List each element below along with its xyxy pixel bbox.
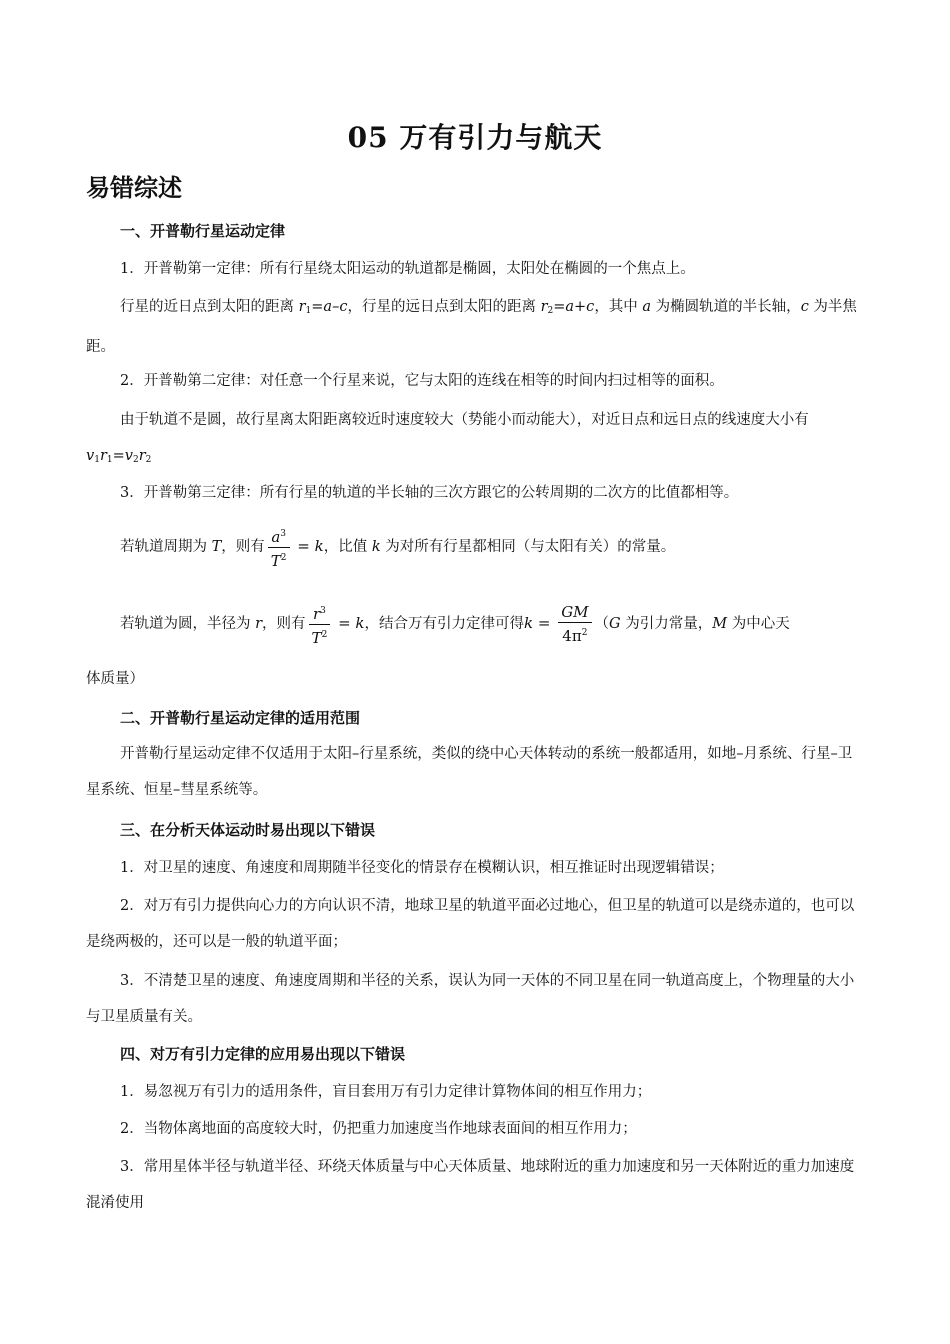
var-r: r: [312, 604, 321, 623]
law3-text: 3．开普勒第三定律：所有行星的轨道的半长轴的三次方跟它的公转周期的二次方的比值都相等。: [120, 485, 739, 501]
var-M: M: [712, 616, 728, 632]
law1-detail-part: 行星的近日点到太阳的距离: [120, 299, 299, 315]
exponent: 2: [581, 628, 588, 638]
law1-detail-part: ，其中: [594, 299, 643, 315]
var-T: T: [270, 551, 281, 570]
circle-part: 为中心天: [727, 616, 790, 632]
var-k: k: [355, 614, 365, 632]
formula-perihelion: =a–c: [311, 299, 348, 315]
subscript: 2: [547, 306, 554, 316]
var-k: k: [314, 537, 324, 555]
var-T: T: [211, 539, 222, 555]
var-r: r: [298, 299, 306, 315]
var-v: v: [86, 448, 95, 464]
fraction-GM-4pi2: [558, 603, 591, 645]
law3-part: ，则有: [221, 539, 265, 555]
s2-text: 开普勒行星运动定律不仅适用于太阳–行星系统，类似的绕中心天体转动的系统一般都适用，如地–月系统、行星–卫星系统、恒星–彗星系统等。: [86, 746, 853, 798]
law1-detail: [86, 289, 866, 365]
law2-detail-part: 由于轨道不是圆，故行星离太阳距离较近时速度较大（势能小而动能大），对近日点和远日点的线速度大小有: [120, 412, 809, 428]
circle-part: （: [594, 616, 610, 632]
var-T: T: [311, 628, 322, 647]
subscript: 2: [145, 455, 152, 465]
subscript: 1: [94, 455, 100, 465]
four-pi: 4π: [562, 627, 582, 645]
law2-detail: [86, 402, 866, 478]
equals-sign: =: [112, 448, 125, 464]
s3-item-2: 2．对万有引力提供向心力的方向认识不清，地球卫星的轨道平面必过地心，但卫星的轨道可以是绕赤道的，也可以是绕两极的，还可以是一般的轨道平面；: [86, 898, 855, 950]
exponent: 3: [320, 605, 326, 616]
var-v: v: [124, 448, 133, 464]
equals-sign: =: [292, 537, 315, 555]
page-title: 05 万有引力与航天: [347, 121, 603, 154]
circle-part: 若轨道为圆，半径为: [120, 616, 256, 632]
var-GM: GM: [561, 603, 589, 621]
law2-text: 2．开普勒第二定律：对任意一个行星来说，它与太阳的连线在相等的时间内扫过相等的面积。: [120, 373, 724, 389]
exponent: 2: [321, 629, 328, 640]
fraction-a3-T2: [268, 525, 290, 570]
fraction-r3-T2: [309, 602, 331, 647]
section-heading: 易错综述: [86, 174, 182, 202]
subscript: 1: [305, 306, 312, 316]
var-k: k: [371, 539, 381, 555]
law3-part: 为对所有行星都相同（与太阳有关）的常量。: [380, 539, 676, 555]
var-r: r: [138, 448, 146, 464]
s4-heading: 四、对万有引力定律的应用易出现以下错误: [120, 1045, 406, 1063]
circle-part: 为引力常量，: [620, 616, 713, 632]
s4-item-1: 1．易忽视万有引力的适用条件，盲目套用万有引力定律计算物体间的相互作用力；: [120, 1084, 652, 1100]
circle-formula: [120, 600, 790, 647]
law1-detail-part: ，行星的远日点到太阳的距离: [347, 299, 541, 315]
var-r: r: [99, 448, 107, 464]
equals-sign: =: [333, 614, 356, 632]
var-a: a: [271, 527, 281, 546]
var-a: a: [642, 299, 652, 315]
s3-heading: 三、在分析天体运动时易出现以下错误: [120, 821, 376, 839]
var-G: G: [609, 616, 621, 632]
law3-part: 若轨道周期为: [120, 539, 212, 555]
law3-formula: [120, 523, 675, 570]
circle-part: ，结合万有引力定律可得: [364, 616, 524, 632]
law1-detail-part: 为半焦距。: [86, 299, 857, 355]
s4-item-2: 2．当物体离地面的高度较大时，仍把重力加速度当作地球表面间的相互作用力；: [120, 1121, 637, 1137]
formula-aphelion: =a+c: [553, 299, 595, 315]
equals-sign: =: [533, 614, 556, 632]
circle-part: ，则有: [262, 616, 306, 632]
s4-item-3: 3．常用星体半径与轨道半径、环绕天体质量与中心天体质量、地球附近的重力加速度和另一天体附近的重力加速度混淆使用: [86, 1159, 855, 1211]
var-c: c: [800, 299, 809, 315]
s2-heading: 二、开普勒行星运动定律的适用范围: [120, 709, 361, 727]
var-r: r: [540, 299, 548, 315]
var-k: k: [524, 614, 534, 632]
exponent: 3: [280, 528, 286, 539]
circle-formula-cont: 体质量）: [86, 671, 144, 687]
law1-text: 1．开普勒第一定律：所有行星绕太阳运动的轨道都是椭圆，太阳处在椭圆的一个焦点上。: [120, 261, 695, 277]
subscript: 2: [132, 455, 139, 465]
var-r: r: [255, 616, 263, 632]
law3-part: ，比值: [323, 539, 372, 555]
s3-item-3: 3．不清楚卫星的速度、角速度周期和半径的关系，误认为同一天体的不同卫星在同一轨道高度上，个物理量的大小与卫星质量有关。: [86, 973, 855, 1025]
s1-heading: 一、开普勒行星运动定律: [120, 222, 286, 240]
s3-item-1: 1．对卫星的速度、角速度和周期随半径变化的情景存在模糊认识，相互推证时出现逻辑错误；: [120, 860, 724, 876]
exponent: 2: [280, 552, 287, 563]
subscript: 1: [106, 455, 113, 465]
law1-detail-part: 为椭圆轨道的半长轴，: [651, 299, 801, 315]
